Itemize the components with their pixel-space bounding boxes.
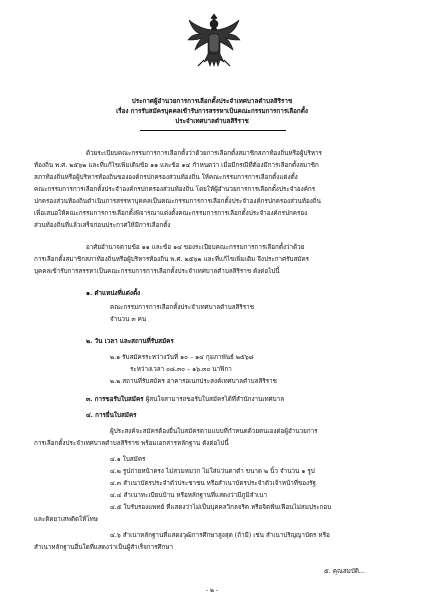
section-4-item-5: ๔.๕ ใบรับรองแพทย์ ที่แสดงว่าไม่เป็นบุคคลวิกลจริต หรือจิตฟั่นเฟือนไม่สมประกอบ [110,504,332,511]
section-3-heading: ๓. การขอรับใบสมัคร [86,396,144,403]
section-4-item-6-line-2: สำเนาหลักฐานอื่นใดที่แสดงว่าเป็นผู้สำเร็จการศึกษา [34,544,174,551]
section-2-line-1: ๒.๑ รับสมัครระหว่างวันที่ ๑๐ – ๑๔ กุมภาพันธ์ ๒๕๖๘ [110,354,254,361]
intro-line-4: คณะกรรมการการเลือกตั้งประจำองค์กรปกครองส่วนท้องถิ่น โดยให้ผู้อำนวยการการเลือกตั้งประจำองค์กร [34,186,316,193]
section-4-item-3: ๔.๓ สำเนาบัตรประจำตัวประชาชน หรือสำเนาบัตรประจำตัวเจ้าหน้าที่ของรัฐ [110,480,316,487]
section-4-item-6-line-1: ๔.๖ สำเนาหลักฐานที่แสดงวุฒิการศึกษาสูงสุด (ถ้ามี) เช่น สำเนาปริญญาบัตร หรือ [110,532,330,539]
section-1-line-2: จำนวน ๓ คน [110,316,147,323]
intro-line-1: ด้วยระเบียบคณะกรรมการการเลือกตั้งว่าด้วยการเลือกตั้งสมาชิกสภาท้องถิ่นหรือผู้บริหาร [86,150,322,157]
intro-line-7: ส่วนท้องถิ่นที่แล้วเสร็จก่อนประกาศให้มีการเลือกตั้ง [34,222,171,229]
section-3-text: ผู้สนใจสามารถขอรับใบสมัครได้ที่สำนักงานเทศบาล [145,396,285,403]
section-2-heading: ๒. วัน เวลา และสถานที่รับสมัคร [86,338,174,345]
section-2-line-2: ระหว่างเวลา ๐๘.๓๐ – ๑๖.๓๐ นาฬิกา [130,366,232,373]
announcement-subtitle: ประจำเทศบาลตำบลสิริราช [175,118,249,125]
intro-line-2: ท้องถิ่น พ.ศ. ๒๕๖๒ และที่แก้ไขเพิ่มเติมข้อ ๑๑ และข้อ ๑๔ กำหนดว่า เมื่อมีกรณีที่ต้องมีการเลือกตั้งสมาชิก [34,162,319,169]
section-4-line-1: ผู้ประสงค์จะสมัครต้องยื่นใบสมัครตามแบบที่กำหนดด้วยตนเองต่อผู้อำนวยการ [110,428,318,435]
title-divider [140,130,286,131]
section-3 [86,396,284,404]
para2-line-3: บุคคลเข้ารับการสรรหาเป็นคณะกรรมการการเลือกตั้งประจำเทศบาลตำบลสิริราช ดังต่อไปนี้ [34,268,280,275]
announcement-title: ประกาศผู้อำนวยการการเลือกตั้งประจำเทศบาลตำบลสิริราช [131,98,293,105]
section-2-line-3: ๒.๒ สถานที่รับสมัคร อาคารอเนกประสงค์เทศบาลตำบลสิริราช [110,378,277,385]
section-1-line-1: คณะกรรมการการเลือกตั้งประจำเทศบาลตำบลสิริราช [110,304,254,311]
announcement-subject: เรื่อง การรับสมัครบุคคลเข้ารับการสรรหาเป็นคณะกรรมการการเลือกตั้ง [116,108,308,115]
section-4-heading: ๔. การยื่นใบสมัคร [86,412,137,419]
section-4-item-4: ๔.๔ สำเนาทะเบียนบ้าน หรือหลักฐานที่แสดงว่ามีภูมิลำเนา [110,492,268,499]
section-4-item-2: ๔.๒ รูปถ่ายหน้าตรง ไม่สวมหมวก ไม่ใส่แว่นตาดำ ขนาด ๒ นิ้ว จำนวน ๑ รูป [110,468,315,475]
para2-line-1: อาศัยอำนาจตามข้อ ๑๑ และข้อ ๑๔ ของระเบียบคณะกรรมการการเลือกตั้งว่าด้วย [86,244,305,251]
intro-line-5: ปกครองส่วนท้องถิ่นดำเนินการสรรหาบุคคลเป็นคณะกรรมการการเลือกตั้งประจำองค์กรปกครองส่วนท้องถิ่น [34,198,321,205]
section-4-item-1: ๔.๑ ใบสมัคร [110,456,146,463]
section-4-line-2: การเลือกตั้งประจำเทศบาลตำบลสิริราช พร้อมเอกสารหลักฐาน ดังต่อไปนี้ [34,440,229,447]
garuda-emblem-icon [186,10,242,72]
intro-line-6: เพื่อเสนอให้คณะกรรมการการเลือกตั้งพิจารณาแต่งตั้งคณะกรรมการการเลือกตั้งประจำองค์กรปกครอง [34,210,308,217]
section-1-heading: ๑. ตำแหน่งที่แต่งตั้ง [86,290,141,297]
section-4-item-5-cont: และติดยาเสพติดให้โทษ [34,516,98,523]
intro-line-3: สภาท้องถิ่นหรือผู้บริหารท้องถิ่นขององค์กรปกครองส่วนท้องถิ่น ให้คณะกรรมการการเลือกตั้งแต่งตั้ง [34,174,298,181]
para2-line-2: การเลือกตั้งสมาชิกสภาท้องถิ่นหรือผู้บริหารท้องถิ่น พ.ศ. ๒๕๖๒ และที่แก้ไขเพิ่มเติม จึงประกาศรับสมัคร [34,256,310,263]
page-number: - ๒ - [206,587,218,594]
continuation-marker: ๕. คุณสมบัติ... [324,568,365,575]
